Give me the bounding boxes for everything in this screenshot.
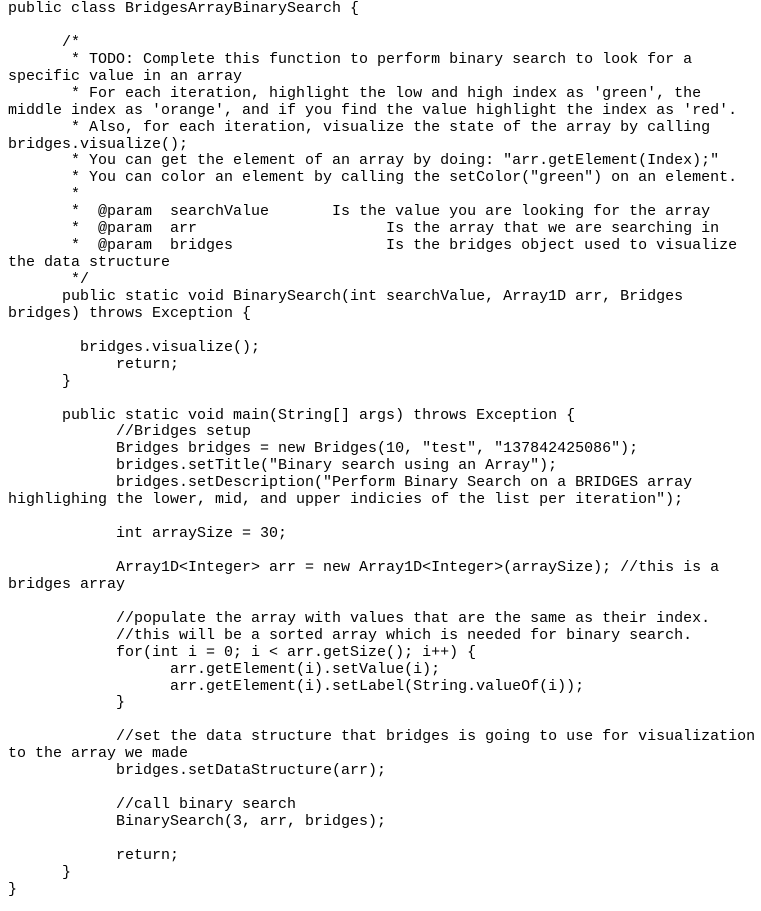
code-line: arr.getElement(i).setValue(i); [8,660,441,678]
code-line: */ [8,271,90,288]
code-line [8,509,756,526]
code-line: bridges.setDescription("Perform Binary Search on a BRIDGES array [8,474,693,492]
code-line: Array1D<Integer> arr = new Array1D<Integer>(arraySize); //this is a [8,558,720,576]
code-line: bridges) throws Exception { [8,304,252,322]
code-line [8,831,756,848]
code-line: bridges.visualize(); [8,135,189,153]
code-line: * @param bridges Is the bridges object used to visualize [8,237,738,255]
code-line [8,594,756,611]
code-line: public class BridgesArrayBinarySearch { [8,0,360,17]
code-line [8,391,756,408]
code-line: //populate the array with values that are the same as their index. [8,609,711,627]
code-line: public static void main(String[] args) throws Exception { [8,406,576,424]
code-line [8,543,756,560]
code-line: for(int i = 0; i < arr.getSize(); i++) { [8,643,477,661]
code-line: return; [8,846,180,864]
code-line: BinarySearch(3, arr, bridges); [8,813,387,830]
code-line: * TODO: Complete this function to perform binary search to look for a [8,50,693,68]
code-line: * @param arr Is the array that we are searching in [8,220,720,238]
code-line: } [8,880,18,898]
code-line: arr.getElement(i).setLabel(String.valueOf(i)); [8,677,585,695]
code-line [8,323,756,340]
code-line: * You can get the element of an array by doing: "arr.getElement(Index);" [8,152,720,170]
code-line: * [8,186,81,204]
code-line: } [8,863,72,881]
code-line: //call binary search [8,796,297,814]
code-line: bridges.setDataStructure(arr); [8,762,387,780]
code-line [8,780,756,797]
code-line: //set the data structure that bridges is going to use for visualization [8,728,756,746]
code-line: * Also, for each iteration, visualize the state of the array by calling [8,118,711,136]
code-line [8,712,756,729]
code-listing [8,1,756,899]
code-line: Bridges bridges = new Bridges(10, "test", "137842425086"); [8,440,639,458]
code-line: * For each iteration, highlight the low and high index as 'green', the [8,84,702,102]
code-line: specific value in an array [8,67,243,85]
code-line: //this will be a sorted array which is needed for binary search. [8,626,693,644]
code-line: bridges.setTitle("Binary search using an Array"); [8,457,558,475]
code-line: highlighing the lower, mid, and upper indicies of the list per iteration"); [8,491,684,509]
code-line: } [8,694,126,712]
code-line: public static void BinarySearch(int searchValue, Array1D arr, Bridges [8,287,684,305]
code-line: bridges array [8,575,126,593]
code-line: to the array we made [8,745,189,763]
code-line: return; [8,355,180,373]
code-line: middle index as 'orange', and if you find the value highlight the index as 'red'. [8,101,738,119]
code-line: bridges.visualize(); [8,338,261,356]
code-line: /* [8,33,81,51]
code-line: //Bridges setup [8,423,252,441]
code-line: } [8,372,72,390]
code-line: * You can color an element by calling the setColor("green") on an element. [8,169,738,187]
code-line: int arraySize = 30; [8,525,288,543]
code-line [8,18,756,35]
code-line: * @param searchValue Is the value you are looking for the array [8,203,711,221]
code-line: the data structure [8,254,171,272]
